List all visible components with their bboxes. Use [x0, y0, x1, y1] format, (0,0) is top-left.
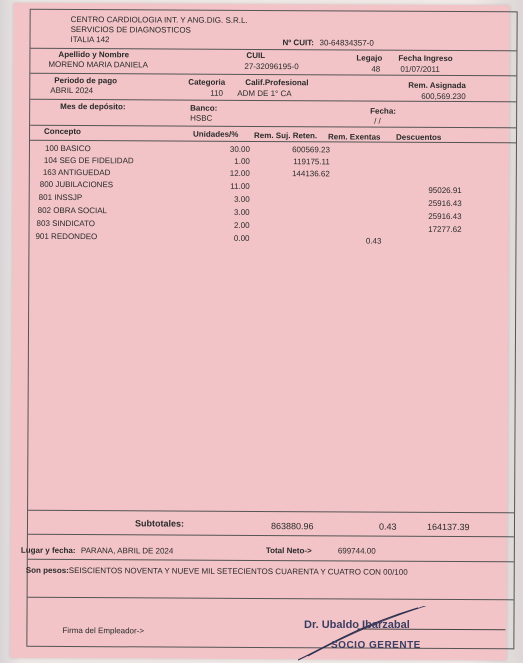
stamp-name: Dr. Ubaldo Ibarzabal — [304, 619, 410, 631]
divider — [28, 510, 514, 514]
categoria-label: Categoria — [188, 77, 226, 87]
header-rem-suj: Rem. Suj. Reten. — [254, 130, 318, 141]
header-rem-exentas: Rem. Exentas — [327, 132, 381, 142]
row-concepto: 100 BASICO — [44, 143, 91, 154]
name-label: Apellido y Nombre — [58, 49, 130, 60]
employee-name: MORENO MARIA DANIELA — [48, 59, 148, 70]
row-rem-exentas: 0.43 — [365, 236, 382, 246]
categoria-value: 110 — [210, 88, 224, 98]
row-rem-suj: 144136.62 — [291, 169, 330, 179]
row-rem-suj: 119175.11 — [293, 157, 330, 167]
banco-value: HSBC — [190, 113, 213, 123]
row-descuentos: 25916.43 — [428, 198, 462, 209]
cuit-label: Nº CUIT: — [282, 38, 314, 48]
row-concepto: 801 INSSJP — [38, 192, 83, 203]
payslip-paper — [10, 3, 509, 661]
row-unidades: 3.00 — [234, 207, 250, 217]
row-rem-suj: 600569.23 — [292, 145, 330, 155]
pesos-value: SEISCIENTOS NOVENTA Y NUEVE MIL SETECIENTOS CUARENTA Y CUATRO CON 00/100 — [68, 566, 408, 577]
periodo-label: Periodo de pago — [54, 75, 118, 86]
cuil-value: 27-32096195-0 — [244, 61, 299, 72]
cuil-label: CUIL — [246, 50, 266, 61]
rem-asignada-value: 600,569.230 — [421, 91, 466, 102]
row-unidades: 11.00 — [230, 181, 250, 191]
row-descuentos: 25916.43 — [428, 211, 462, 222]
calif-label: Calif.Profesional — [245, 77, 309, 88]
row-concepto: 800 JUBILACIONES — [39, 179, 114, 190]
row-unidades: 2.00 — [233, 220, 250, 230]
subtotal-rem-exentas: 0.43 — [378, 521, 397, 532]
row-concepto: 163 ANTIGUEDAD — [42, 167, 111, 178]
lugar-value: PARANA, ABRIL DE 2024 — [80, 546, 174, 556]
ingreso-label: Fecha Ingreso — [398, 53, 453, 64]
company-address: ITALIA 142 — [70, 35, 110, 45]
row-unidades: 12.00 — [229, 168, 250, 178]
subtotals-label: Subtotales: — [134, 518, 185, 529]
company-subtitle: SERVICIOS DE DIAGNOSTICOS — [70, 25, 191, 35]
legajo-label: Legajo — [356, 53, 383, 63]
divider — [28, 559, 514, 563]
banco-label: Banco: — [190, 103, 218, 113]
fecha-value: / / — [374, 116, 381, 126]
row-descuentos: 17277.62 — [428, 224, 462, 235]
divider — [30, 140, 516, 144]
periodo-value: ABRIL 2024 — [50, 85, 94, 96]
stamp-title: SOCIO GERENTE — [331, 640, 421, 651]
row-concepto: 901 REDONDEO — [35, 231, 98, 242]
calif-value: ADM DE 1° CA — [237, 88, 292, 99]
signature-scribble — [298, 606, 498, 662]
firma-label: Firma del Empleador-> — [62, 625, 145, 636]
ingreso-value: 01/07/2011 — [400, 64, 440, 74]
row-descuentos: 95026.91 — [428, 185, 462, 196]
divider — [28, 597, 514, 601]
cuit-value: 30-64834357-0 — [319, 38, 374, 48]
row-concepto: 802 OBRA SOCIAL — [37, 205, 108, 216]
divider — [30, 125, 516, 129]
header-descuentos: Descuentos — [395, 132, 442, 142]
header-unidades: Unidades/% — [193, 129, 239, 139]
row-unidades: 1.00 — [234, 156, 250, 166]
fecha-label: Fecha: — [370, 106, 396, 116]
legajo-value: 48 — [371, 64, 381, 74]
payslip-frame — [20, 9, 517, 650]
row-concepto: 803 SINDICATO — [36, 218, 95, 229]
row-unidades: 3.00 — [234, 194, 250, 204]
row-concepto: 104 SEG DE FIDELIDAD — [43, 155, 134, 166]
row-unidades: 30.00 — [229, 144, 250, 154]
mes-deposito-label: Mes de depósito: — [60, 101, 126, 112]
total-neto-value: 699744.00 — [337, 546, 376, 556]
total-neto-label: Total Neto-> — [265, 546, 312, 556]
row-unidades: 0.00 — [233, 233, 250, 243]
divider — [28, 534, 514, 538]
lugar-label: Lugar y fecha: — [20, 545, 76, 556]
header-concepto: Concepto — [44, 126, 81, 137]
rem-asignada-label: Rem. Asignada — [408, 80, 466, 91]
subtotal-rem-suj: 863880.96 — [270, 521, 314, 532]
company-name: CENTRO CARDIOLOGIA INT. Y ANG.DIG. S.R.L. — [70, 15, 248, 25]
subtotal-descuentos: 164137.39 — [426, 521, 470, 533]
pesos-label: Son pesos: — [25, 565, 69, 576]
